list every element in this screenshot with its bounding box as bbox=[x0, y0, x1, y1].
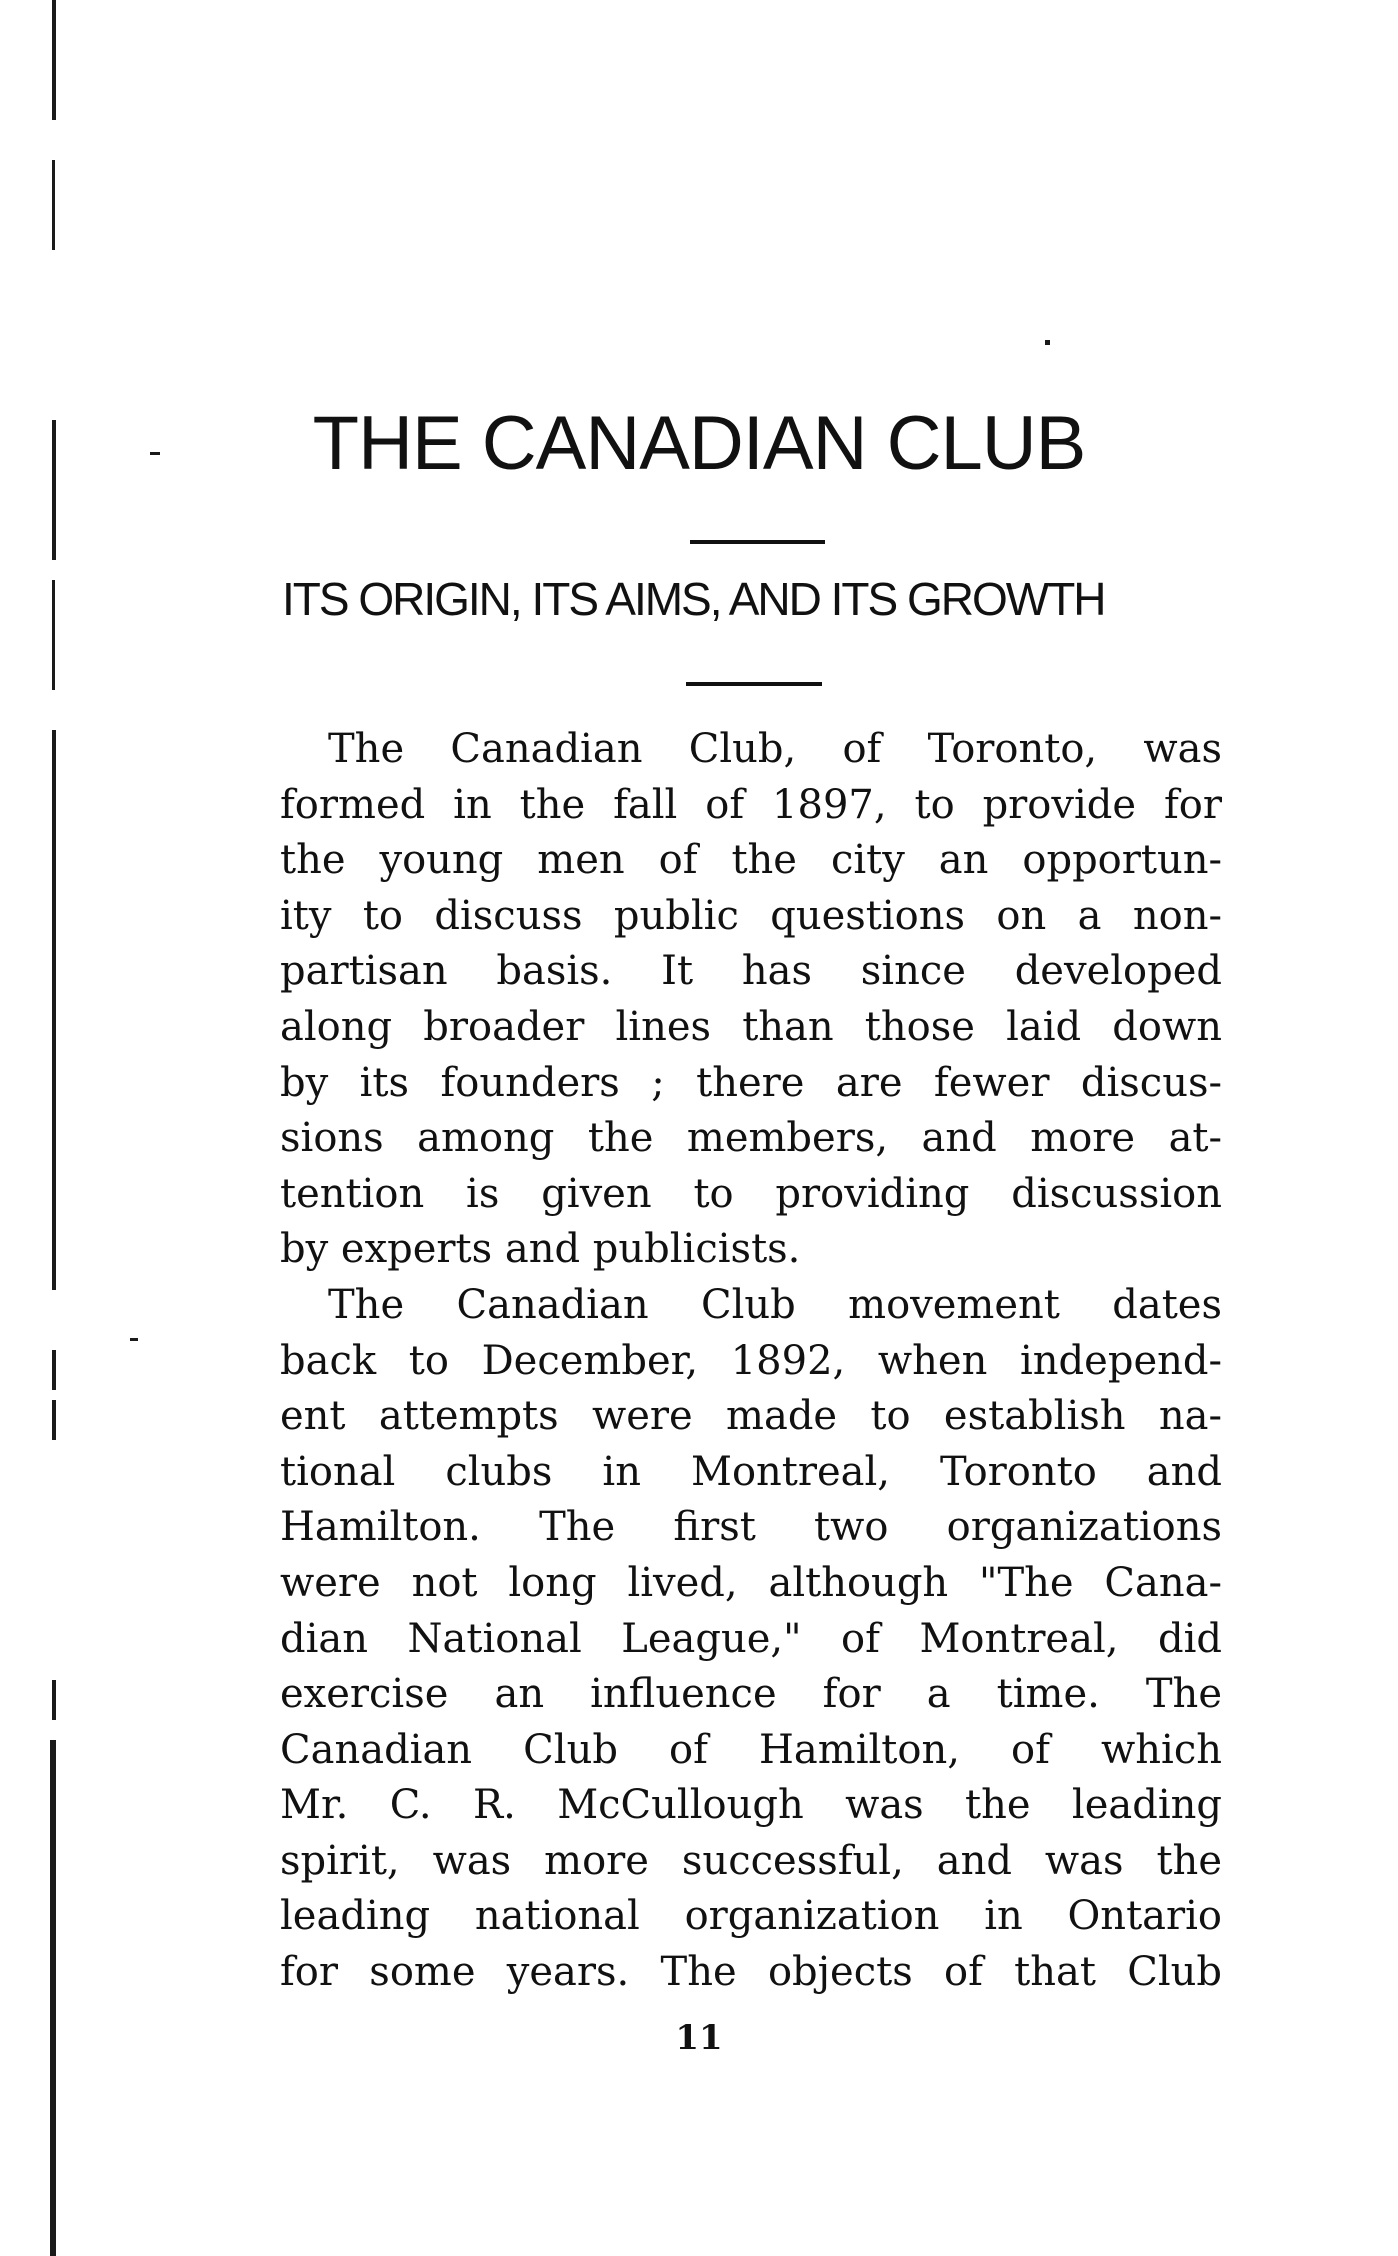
text-line: exercise an influence for a time. The bbox=[280, 1671, 1222, 1718]
paragraph-1 bbox=[280, 722, 1222, 1278]
text-line: by its founders ; there are fewer discus- bbox=[280, 1059, 1222, 1106]
text-line: tention is given to providing discussion bbox=[280, 1170, 1222, 1217]
text-line: formed in the fall of 1897, to provide for bbox=[280, 781, 1222, 828]
text-line: the young men of the city an opportun- bbox=[280, 837, 1222, 884]
body-text bbox=[280, 722, 1222, 2001]
text-line: The Canadian Club, of Toronto, was bbox=[328, 726, 1222, 772]
title-rule bbox=[690, 540, 825, 544]
gutter-speck bbox=[130, 1338, 138, 1341]
text-line: partisan basis. It has since developed bbox=[280, 948, 1222, 995]
gutter-mark bbox=[52, 160, 55, 250]
text-line: back to December, 1892, when independ- bbox=[280, 1337, 1222, 1384]
text-line: tional clubs in Montreal, Toronto and bbox=[280, 1448, 1222, 1495]
text-line: The Canadian Club movement dates bbox=[328, 1281, 1222, 1328]
gutter-speck bbox=[1045, 340, 1050, 345]
text-line: sions among the members, and more at- bbox=[280, 1115, 1222, 1162]
gutter-mark bbox=[50, 1740, 56, 2256]
text-line: dian National League," of Montreal, did bbox=[280, 1615, 1222, 1662]
text-line: for some years. The objects of that Club bbox=[280, 1949, 1222, 1996]
text-line: Mr. C. R. McCullough was the leading bbox=[280, 1782, 1222, 1829]
gutter-mark bbox=[52, 1680, 56, 1720]
text-line: were not long lived, although "The Cana- bbox=[280, 1559, 1222, 1606]
gutter-mark bbox=[52, 1350, 56, 1390]
text-line: spirit, was more successful, and was the bbox=[280, 1837, 1222, 1884]
page-subtitle: ITS ORIGIN, ITS AIMS, AND ITS GROWTH bbox=[282, 573, 1105, 625]
text-line: ity to discuss public questions on a non- bbox=[280, 892, 1222, 939]
text-line: Canadian Club of Hamilton, of which bbox=[280, 1726, 1222, 1773]
gutter-mark bbox=[52, 580, 55, 690]
text-line: along broader lines than those laid down bbox=[280, 1003, 1222, 1050]
text-line: Hamilton. The first two organizations bbox=[280, 1504, 1222, 1551]
subtitle-rule bbox=[686, 682, 822, 686]
gutter-mark bbox=[52, 730, 56, 1290]
page-number: 11 bbox=[675, 2018, 723, 2058]
page-title: THE CANADIAN CLUB bbox=[312, 401, 1086, 486]
text-line: by experts and publicists. bbox=[280, 1226, 801, 1273]
text-line: leading national organization in Ontario bbox=[280, 1893, 1222, 1940]
gutter-mark bbox=[52, 1400, 56, 1440]
paragraph-2 bbox=[280, 1278, 1222, 2001]
gutter-mark bbox=[52, 0, 56, 120]
text-line: ent attempts were made to establish na- bbox=[280, 1393, 1222, 1440]
